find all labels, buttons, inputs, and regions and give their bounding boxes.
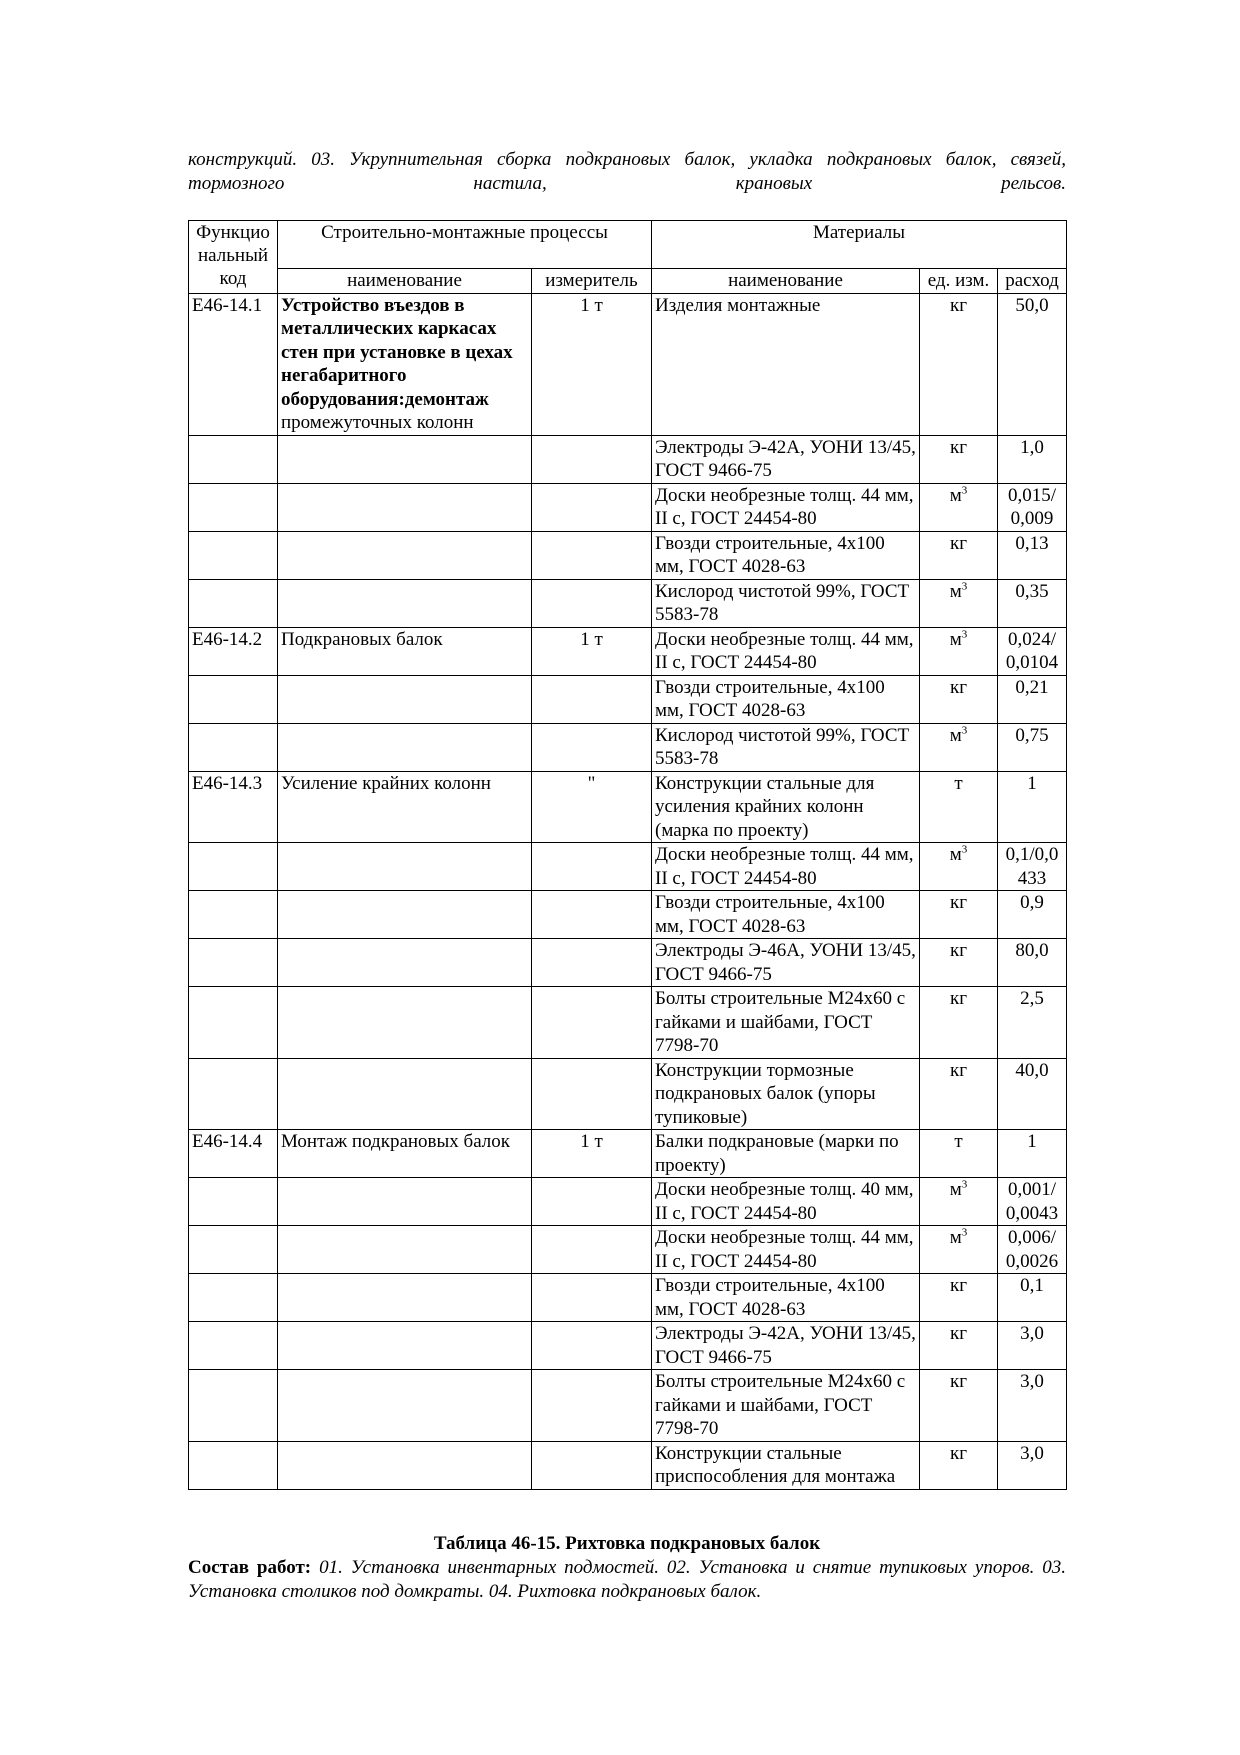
- row-code: [189, 891, 278, 939]
- row-unit-text: кг: [949, 436, 968, 458]
- row-material: Гвозди строительные, 4х100 мм, ГОСТ 4028-63: [652, 675, 920, 723]
- row-unit: [920, 1322, 998, 1370]
- row-unit-text: кг: [949, 988, 968, 1009]
- row-material: Электроды Э-42А, УОНИ 13/45, ГОСТ 9466-75: [652, 435, 920, 483]
- row-process-name: [278, 987, 532, 1059]
- row-process-name: [278, 579, 532, 627]
- row-unit-superscript: 3: [961, 484, 968, 497]
- row-rate: 40,0: [998, 1058, 1067, 1130]
- row-rate: 3,0: [998, 1322, 1067, 1370]
- row-code: [189, 675, 278, 723]
- row-process-name: [278, 1130, 532, 1178]
- row-process-name: [278, 891, 532, 939]
- row-unit: [920, 1274, 998, 1322]
- row-measure: [532, 483, 652, 531]
- row-process-text: Подкрановых балок: [281, 628, 443, 650]
- row-process-text: Усиление крайних колонн: [281, 772, 491, 794]
- row-process-name: [278, 1226, 532, 1274]
- row-material: Балки подкрановые (марки по проекту): [652, 1130, 920, 1178]
- table-row: [189, 435, 1067, 483]
- row-material: Болты строительные М24х60 с гайками и шайбами, ГОСТ 7798-70: [652, 1370, 920, 1442]
- header-material-unit: ед. изм.: [920, 269, 998, 294]
- row-measure: [532, 1441, 652, 1489]
- row-unit-text: кг: [949, 676, 968, 698]
- row-process-text: Монтаж подкрановых балок: [281, 1131, 511, 1152]
- row-measure: [532, 531, 652, 579]
- table-row: [189, 293, 1067, 435]
- row-material: Кислород чистотой 99%, ГОСТ 5583-78: [652, 579, 920, 627]
- header-code: [189, 221, 278, 294]
- row-material: Конструкции тормозные подкрановых балок (упоры тупиковые): [652, 1058, 920, 1130]
- row-process-name: [278, 1370, 532, 1442]
- row-code: [189, 1370, 278, 1442]
- row-code: [189, 1441, 278, 1489]
- row-material: Конструкции стальные для усиления крайних колонн (марка по проекту): [652, 771, 920, 843]
- table-row: [189, 771, 1067, 843]
- table-row: [189, 939, 1067, 987]
- row-process-name: [278, 435, 532, 483]
- row-process-name: [278, 675, 532, 723]
- row-measure: [532, 987, 652, 1059]
- row-code: [189, 843, 278, 891]
- row-measure: [532, 579, 652, 627]
- row-rate: 0,35: [998, 579, 1067, 627]
- row-code: Е46-14.4: [189, 1130, 278, 1178]
- table-row: [189, 675, 1067, 723]
- row-rate: 0,015/ 0,009: [998, 483, 1067, 531]
- table-row: [189, 1226, 1067, 1274]
- row-process-bold: Устройство въездов в металлических каркасах стен при установке в цехах негабаритного оборудования:демонтаж: [281, 294, 513, 410]
- row-measure: [532, 1274, 652, 1322]
- row-material: Доски необрезные толщ. 40 мм, II с, ГОСТ 24454-80: [652, 1178, 920, 1226]
- row-unit-text: кг: [949, 1323, 968, 1344]
- row-unit-text: м: [949, 724, 962, 746]
- row-measure: [532, 435, 652, 483]
- table-row: [189, 1274, 1067, 1322]
- row-rate: 0,1/0,0 433: [998, 843, 1067, 891]
- row-rate: 0,75: [998, 723, 1067, 771]
- row-unit-text: кг: [949, 294, 968, 316]
- row-material: Гвозди строительные, 4х100 мм, ГОСТ 4028-63: [652, 891, 920, 939]
- next-section: [188, 1532, 1066, 1604]
- row-material: Доски необрезные толщ. 44 мм, II с, ГОСТ 24454-80: [652, 627, 920, 675]
- row-measure: 1 т: [532, 627, 652, 675]
- row-process-name: [278, 723, 532, 771]
- row-rate: 1: [998, 771, 1067, 843]
- row-unit: [920, 723, 998, 771]
- table-row: [189, 579, 1067, 627]
- row-unit-text: м: [949, 628, 962, 650]
- row-unit-text: м: [949, 844, 962, 865]
- header-code-label: Функцио нальный код: [196, 222, 270, 289]
- row-unit: [920, 987, 998, 1059]
- table-row: [189, 1441, 1067, 1489]
- row-code: [189, 531, 278, 579]
- row-process-name: [278, 939, 532, 987]
- row-code: [189, 1322, 278, 1370]
- row-rate: 1,0: [998, 435, 1067, 483]
- row-rate: 0,001/ 0,0043: [998, 1178, 1067, 1226]
- row-unit: [920, 1178, 998, 1226]
- row-unit-text: м: [949, 484, 962, 506]
- row-rate: 3,0: [998, 1370, 1067, 1442]
- row-measure: [532, 891, 652, 939]
- row-code: [189, 579, 278, 627]
- row-unit: [920, 843, 998, 891]
- row-code: Е46-14.2: [189, 627, 278, 675]
- row-code: Е46-14.1: [189, 293, 278, 435]
- row-rate: 0,024/ 0,0104: [998, 627, 1067, 675]
- row-unit: [920, 435, 998, 483]
- row-rate: 0,9: [998, 891, 1067, 939]
- table-row: [189, 723, 1067, 771]
- row-unit: [920, 1130, 998, 1178]
- row-code: [189, 1274, 278, 1322]
- row-material: Кислород чистотой 99%, ГОСТ 5583-78: [652, 723, 920, 771]
- row-unit: [920, 675, 998, 723]
- table-row: [189, 1058, 1067, 1130]
- row-unit: [920, 1226, 998, 1274]
- table-row: [189, 987, 1067, 1059]
- row-rate: 0,13: [998, 531, 1067, 579]
- table-row: [189, 1130, 1067, 1178]
- row-measure: [532, 1370, 652, 1442]
- row-measure: 1 т: [532, 293, 652, 435]
- row-code: [189, 723, 278, 771]
- row-code: [189, 1226, 278, 1274]
- row-unit-text: кг: [949, 532, 968, 554]
- row-code: [189, 939, 278, 987]
- table-row: [189, 531, 1067, 579]
- row-material: Электроды Э-46А, УОНИ 13/45, ГОСТ 9466-75: [652, 939, 920, 987]
- row-process-text: промежуточных колонн: [281, 412, 474, 433]
- table-row: [189, 1370, 1067, 1442]
- row-material: Доски необрезные толщ. 44 мм, II с, ГОСТ 24454-80: [652, 1226, 920, 1274]
- row-process-name: [278, 293, 532, 435]
- table-row: [189, 843, 1067, 891]
- table-body: [189, 293, 1067, 1489]
- row-rate: 1: [998, 1130, 1067, 1178]
- row-process-name: [278, 1178, 532, 1226]
- row-rate: 0,21: [998, 675, 1067, 723]
- row-process-name: [278, 627, 532, 675]
- row-material: Изделия монтажные: [652, 293, 920, 435]
- row-unit-text: кг: [949, 1275, 968, 1296]
- header-material-rate: расход: [998, 269, 1067, 294]
- row-material: Конструкции стальные приспособления для монтажа: [652, 1441, 920, 1489]
- row-unit-text: кг: [949, 1442, 968, 1464]
- row-process-name: [278, 483, 532, 531]
- row-unit-text: кг: [949, 892, 968, 913]
- row-rate: 0,006/ 0,0026: [998, 1226, 1067, 1274]
- row-process-name: [278, 1441, 532, 1489]
- row-unit-text: м: [949, 580, 962, 602]
- row-process-name: [278, 1322, 532, 1370]
- row-measure: [532, 1058, 652, 1130]
- row-unit-superscript: 3: [961, 1226, 968, 1239]
- row-code: [189, 1058, 278, 1130]
- row-unit-superscript: 3: [961, 724, 968, 737]
- row-measure: [532, 1226, 652, 1274]
- row-rate: 3,0: [998, 1441, 1067, 1489]
- row-material: Гвозди строительные, 4х100 мм, ГОСТ 4028-63: [652, 531, 920, 579]
- row-material: Болты строительные М24х60 с гайками и шайбами, ГОСТ 7798-70: [652, 987, 920, 1059]
- row-measure: [532, 723, 652, 771]
- row-unit-text: м: [949, 1179, 962, 1200]
- row-measure: [532, 939, 652, 987]
- row-rate: 80,0: [998, 939, 1067, 987]
- row-unit: [920, 483, 998, 531]
- row-unit: [920, 1370, 998, 1442]
- row-material: Доски необрезные толщ. 44 мм, II с, ГОСТ 24454-80: [652, 843, 920, 891]
- intro-paragraph: конструкций. 03. Укрупнительная сборка подкрановых балок, укладка подкрановых балок, связей, тормозного настила, крановых рельсов.: [188, 149, 1066, 194]
- row-measure: [532, 1322, 652, 1370]
- composition-label: Состав работ:: [188, 1557, 312, 1578]
- row-unit: [920, 627, 998, 675]
- row-code: [189, 483, 278, 531]
- table-row: [189, 1322, 1067, 1370]
- row-code: [189, 1178, 278, 1226]
- composition-paragraph: [188, 1556, 1066, 1604]
- row-material: Доски необрезные толщ. 44 мм, II с, ГОСТ 24454-80: [652, 483, 920, 531]
- row-process-name: [278, 1274, 532, 1322]
- row-unit-text: кг: [949, 1371, 968, 1392]
- header-process-measure: измеритель: [532, 269, 652, 294]
- row-rate: 0,1: [998, 1274, 1067, 1322]
- row-rate: 2,5: [998, 987, 1067, 1059]
- row-unit-text: м: [949, 1227, 962, 1248]
- table-row: [189, 627, 1067, 675]
- row-process-name: [278, 771, 532, 843]
- row-unit: [920, 531, 998, 579]
- norms-table: [188, 220, 1067, 1490]
- table-row: [189, 483, 1067, 531]
- next-table-title: Таблица 46-15. Рихтовка подкрановых балок: [433, 1533, 821, 1554]
- row-code: Е46-14.3: [189, 771, 278, 843]
- row-unit: [920, 1441, 998, 1489]
- row-code: [189, 435, 278, 483]
- row-unit: [920, 891, 998, 939]
- header-processes: Строительно-монтажные процессы: [278, 221, 652, 269]
- row-process-name: [278, 1058, 532, 1130]
- table-row: [189, 1178, 1067, 1226]
- header-materials: Материалы: [652, 221, 1067, 269]
- row-unit-text: т: [954, 1131, 963, 1152]
- row-unit: [920, 293, 998, 435]
- row-unit-text: кг: [949, 940, 968, 961]
- row-unit-superscript: 3: [961, 628, 968, 641]
- row-unit: [920, 579, 998, 627]
- row-measure: [532, 1178, 652, 1226]
- document-page: [188, 148, 1067, 1602]
- row-material: Гвозди строительные, 4х100 мм, ГОСТ 4028-63: [652, 1274, 920, 1322]
- row-process-name: [278, 843, 532, 891]
- header-material-name: наименование: [652, 269, 920, 294]
- composition-text: 01. Установка инвентарных подмостей. 02. Установка и снятие тупиковых упоров. 03. Установка столиков под домкраты. 04. Рихтовка подкрановых балок.: [188, 1557, 1067, 1602]
- table-row: [189, 891, 1067, 939]
- header-process-name: наименование: [278, 269, 532, 294]
- row-unit-text: т: [954, 772, 963, 794]
- row-measure: [532, 675, 652, 723]
- row-unit-text: кг: [949, 1059, 968, 1081]
- row-unit: [920, 1058, 998, 1130]
- row-measure: 1 т: [532, 1130, 652, 1178]
- row-unit-superscript: 3: [961, 843, 968, 856]
- row-material: Электроды Э-42А, УОНИ 13/45, ГОСТ 9466-75: [652, 1322, 920, 1370]
- row-unit: [920, 771, 998, 843]
- row-measure: ": [532, 771, 652, 843]
- row-process-name: [278, 531, 532, 579]
- row-rate: 50,0: [998, 293, 1067, 435]
- row-unit-superscript: 3: [961, 1178, 968, 1191]
- row-unit: [920, 939, 998, 987]
- row-unit-superscript: 3: [961, 580, 968, 593]
- row-code: [189, 987, 278, 1059]
- row-measure: [532, 843, 652, 891]
